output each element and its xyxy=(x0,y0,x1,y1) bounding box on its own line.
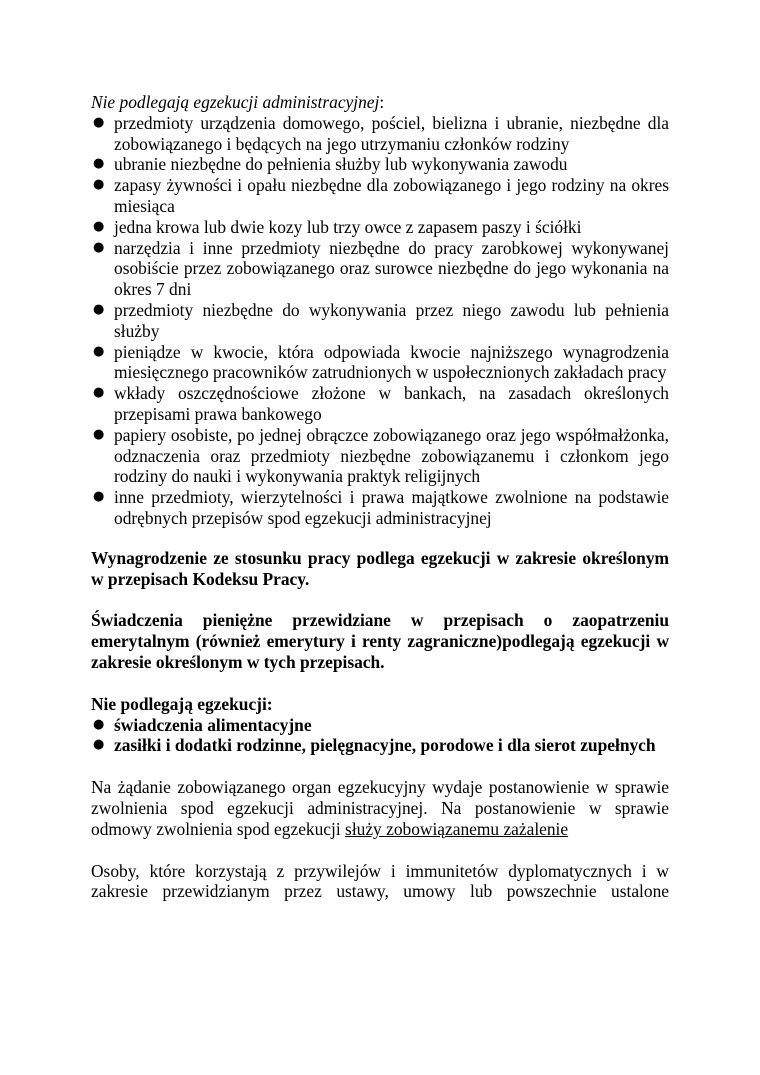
list-item: ● pieniądze w kwocie, która odpowiada kwocie najniższego wynagrodzenia miesięcznego pracowników zatrudnionych w uspołecznionych zakładach pracy xyxy=(93,341,669,383)
list-item: ● zasiłki i dodatki rodzinne, pielęgnacyjne, porodowe i dla sierot zupełnych xyxy=(93,735,656,756)
exempt-list xyxy=(91,113,669,529)
list-item: ● ubranie niezbędne do pełnienia służby lub wykonywania zawodu xyxy=(93,154,568,175)
bullet-icon: ● xyxy=(93,385,105,401)
bullet-icon: ● xyxy=(93,114,105,130)
bullet-icon: ● xyxy=(93,426,105,442)
bullet-icon: ● xyxy=(93,489,105,505)
bullet-icon: ● xyxy=(93,301,105,317)
list-item: ● inne przedmioty, wierzytelności i prawa majątkowe zwolnione na podstawie odrębnych przepisów spod egzekucji administracyjnej xyxy=(93,487,669,528)
paragraph-exemption-request: Na żądanie zobowiązanego organ egzekucyjny wydaje postanowienie w sprawie zwolnienia spod egzekucji administracyjnej. Na postanowienie w sprawie odmowy zwolnienia spod egzekucji służy zobowiązanemu zażalenie xyxy=(91,777,669,839)
bullet-icon: ● xyxy=(93,343,105,359)
underlined-text: służy zobowiązanemu zażalenie xyxy=(345,818,569,839)
list-item: ● jedna krowa lub dwie kozy lub trzy owce z zapasem paszy i ściółki xyxy=(93,216,582,237)
list-item: ● wkłady oszczędnościowe złożone w bankach, na zasadach określonych przepisami prawa bankowego xyxy=(93,383,669,424)
not-subject-list xyxy=(91,715,669,757)
list-item: ● zapasy żywności i opału niezbędne dla zobowiązanego i jego rodziny na okres miesiąca xyxy=(93,175,669,216)
bullet-icon: ● xyxy=(93,218,105,234)
paragraph-wages: Wynagrodzenie ze stosunku pracy podlega egzekucji w zakresie określonym w przepisach Kodeksu Pracy. xyxy=(91,547,669,589)
bullet-icon: ● xyxy=(93,239,105,255)
bullet-icon: ● xyxy=(93,177,105,193)
list-item: ● świadczenia alimentacyjne xyxy=(93,714,312,735)
heading-exempt: Nie podlegają egzekucji administracyjnej: xyxy=(91,92,385,112)
heading-not-subject: Nie podlegają egzekucji: xyxy=(91,693,273,714)
list-item: ● przedmioty niezbędne do wykonywania przez niego zawodu lub pełnienia służby xyxy=(93,299,669,341)
list-item: ● przedmioty urządzenia domowego, pościel, bielizna i ubranie, niezbędne dla zobowiązanego i będących na jego utrzymaniu członków rodziny xyxy=(93,112,669,154)
bullet-icon: ● xyxy=(93,737,105,753)
document-body xyxy=(91,92,669,902)
bullet-icon: ● xyxy=(93,716,105,732)
bullet-icon: ● xyxy=(93,156,105,172)
paragraph-pension-benefits: Świadczenia pieniężne przewidziane w przepisach o zaopatrzeniu emerytalnym (również emerytury i renty zagraniczne)podlegają egzekucji w zakresie określonym w tych przepisach. xyxy=(91,610,669,672)
paragraph-diplomatic-immunity: Osoby, które korzystają z przywilejów i immunitetów dyplomatycznych i w zakresie przewidzianym przez ustawy, umowy lub powszechnie ustalone xyxy=(91,860,669,902)
list-item: ● papiery osobiste, po jednej obrączce zobowiązanego oraz jego współmałżonka, odznaczenia oraz przedmioty niezbędne zobowiązanemu i członkom jego rodziny do nauki i wykonywania praktyk religijnych xyxy=(93,424,669,487)
list-item: ● narzędzia i inne przedmioty niezbędne do pracy zarobkowej wykonywanej osobiście przez zobowiązanego oraz surowce niezbędne do jego wykonania na okres 7 dni xyxy=(93,237,669,300)
